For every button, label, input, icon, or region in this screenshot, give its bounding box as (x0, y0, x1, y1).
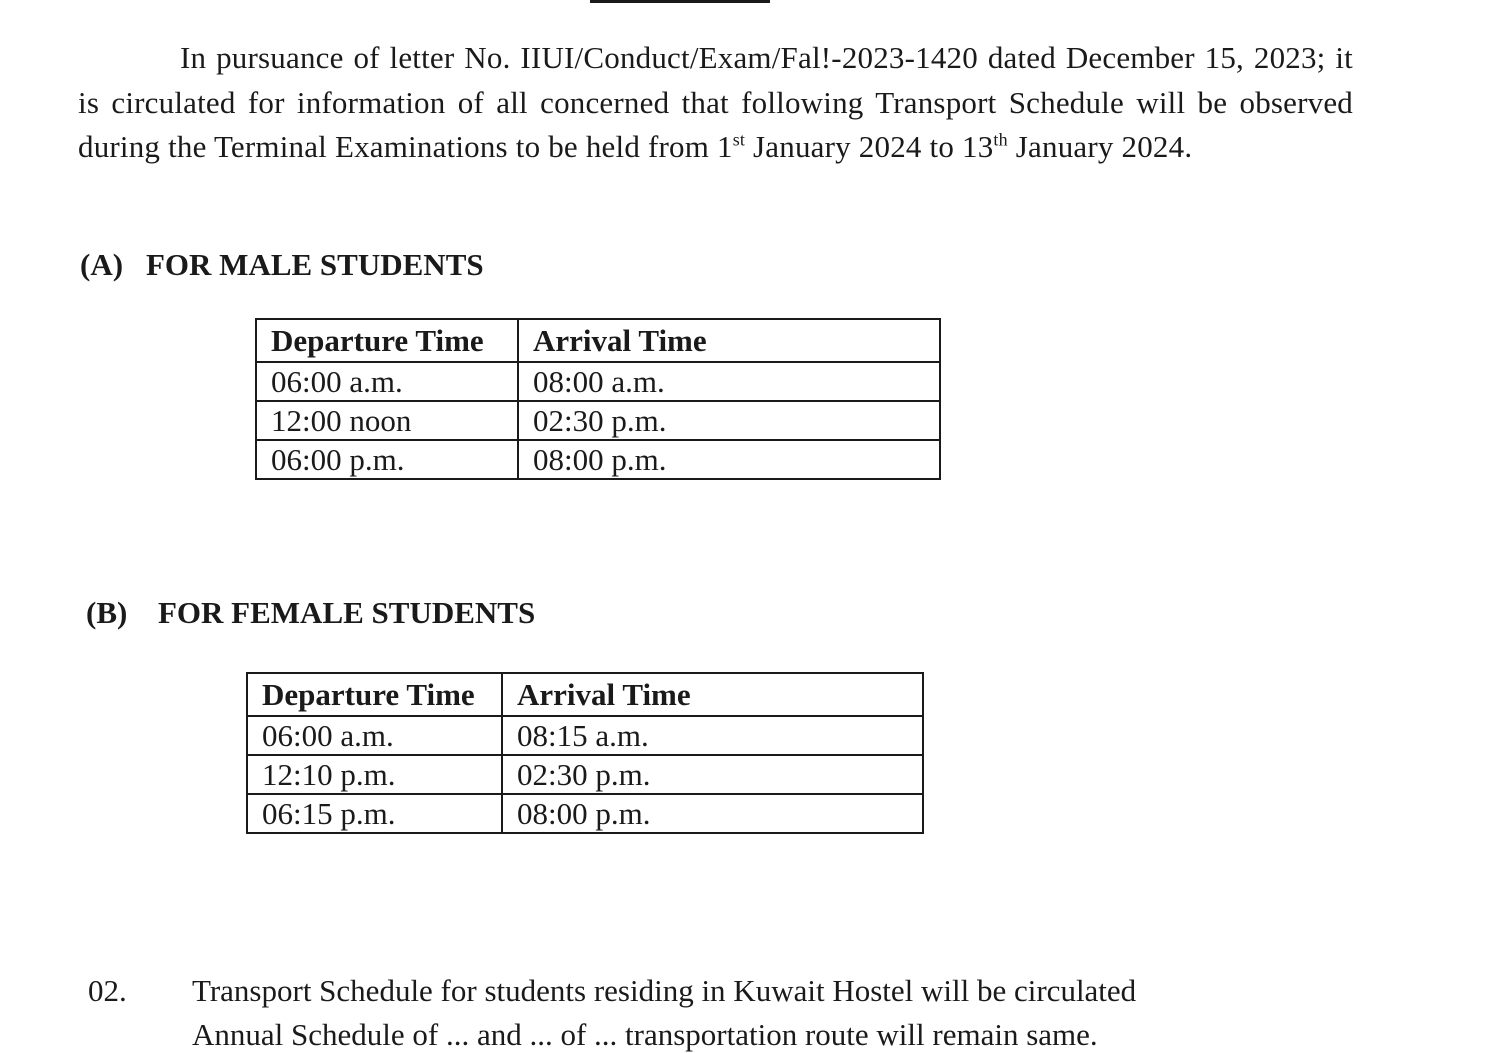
departure-cell: 12:00 noon (256, 401, 518, 440)
male-schedule-table (255, 318, 941, 480)
female-schedule-table (246, 672, 924, 834)
section-a-heading (80, 247, 484, 283)
section-b-title: FOR FEMALE STUDENTS (158, 595, 536, 630)
section-a-title: FOR MALE STUDENTS (146, 247, 484, 282)
superscript-st: st (732, 129, 746, 150)
table-header-row (247, 673, 923, 716)
table-row (247, 755, 923, 794)
table-row (247, 716, 923, 755)
arrival-cell: 02:30 p.m. (518, 401, 940, 440)
departure-cell: 06:15 p.m. (247, 794, 502, 833)
note-02-continuation: Annual Schedule of ... and ... of ... transportation route will remain same. (192, 1017, 1098, 1052)
top-rule-divider (590, 0, 770, 3)
table-row (256, 401, 940, 440)
note-number: 02. (88, 973, 127, 1008)
departure-cell: 06:00 a.m. (247, 716, 502, 755)
note-text: Transport Schedule for students residing in Kuwait Hostel will be circulated (192, 973, 1137, 1008)
departure-header: Departure Time (247, 673, 502, 716)
table-row (247, 794, 923, 833)
table-row (256, 440, 940, 479)
note-02 (88, 973, 1136, 1009)
departure-cell: 12:10 p.m. (247, 755, 502, 794)
arrival-cell: 02:30 p.m. (502, 755, 923, 794)
section-a-mark: (A) (80, 247, 124, 282)
arrival-cell: 08:00 a.m. (518, 362, 940, 401)
table-header-row (256, 319, 940, 362)
departure-cell: 06:00 a.m. (256, 362, 518, 401)
section-b-mark: (B) (86, 595, 128, 630)
departure-header: Departure Time (256, 319, 518, 362)
section-b-heading (86, 595, 535, 631)
departure-cell: 06:00 p.m. (256, 440, 518, 479)
arrival-cell: 08:00 p.m. (502, 794, 923, 833)
intro-paragraph: In pursuance of letter No. IIUI/Conduct/Exam/Fal!-2023-1420 dated December 15, 2023; it is circulated for information of all concerned that following Transport Schedule will be observed during the Terminal Examinations to be held from 1st January 2024 to 13th January 2024. (78, 40, 1353, 164)
arrival-header: Arrival Time (502, 673, 923, 716)
arrival-cell: 08:15 a.m. (502, 716, 923, 755)
arrival-header: Arrival Time (518, 319, 940, 362)
superscript-th: th (993, 129, 1008, 150)
table-row (256, 362, 940, 401)
arrival-cell: 08:00 p.m. (518, 440, 940, 479)
